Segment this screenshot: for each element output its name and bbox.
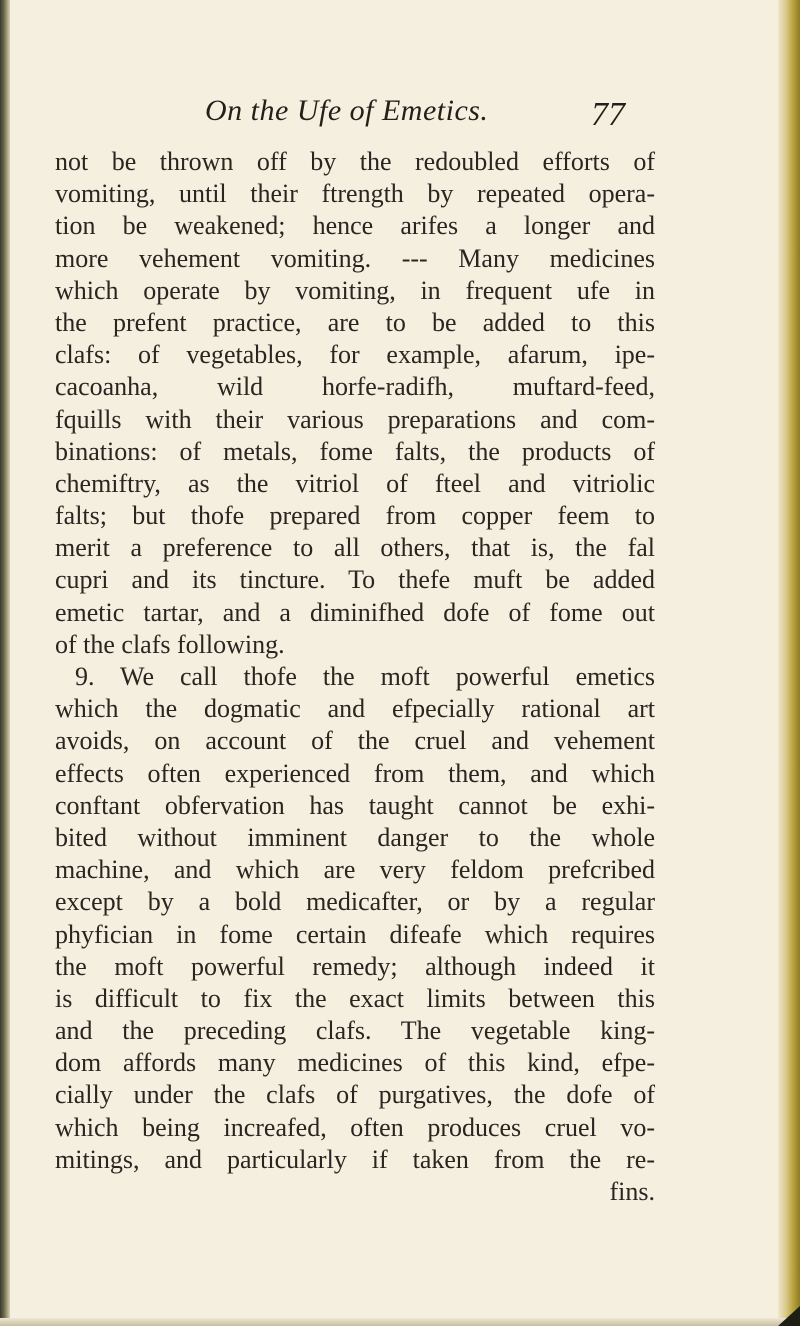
text-line: cially under the clafs of purgatives, the dofe of (55, 1080, 655, 1110)
text-line: dom affords many medicines of this kind, efpe- (55, 1048, 655, 1078)
page-header (205, 94, 625, 142)
text-line: bited without imminent danger to the whole (55, 822, 655, 852)
text-line: more vehement vomiting. --- Many medicines (55, 243, 655, 273)
text-line: which the dogmatic and efpecially rational art (55, 694, 655, 724)
text-line: effects often experienced from them, and which (55, 758, 655, 788)
text-line: tion be weakened; hence arifes a longer and (55, 211, 655, 241)
text-line: phyfician in fome certain difeafe which requires (55, 919, 655, 949)
text-line: vomiting, until their ftrength by repeated opera- (55, 179, 655, 209)
page-corner (778, 1306, 800, 1326)
text-line: and the preceding clafs. The vegetable king- (55, 1016, 655, 1046)
catchword: fins. (609, 1177, 655, 1206)
text-line: except by a bold medicafter, or by a regular (55, 887, 655, 917)
text-line: of the clafs following. (55, 629, 285, 659)
page-bottom-edge (0, 1318, 800, 1326)
page-gutter-shadow (0, 0, 10, 1326)
text-line: cacoanha, wild horfe-radifh, muftard-feed, (55, 372, 655, 402)
text-line: which operate by vomiting, in frequent ufe in (55, 275, 655, 305)
text-line: mitings, and particularly if taken from the re- (55, 1144, 655, 1174)
text-line: fquills with their various preparations and com- (55, 404, 655, 434)
text-line: the prefent practice, are to be added to this (55, 307, 655, 337)
page-number: 77 (591, 96, 625, 133)
page-fore-edge (778, 0, 800, 1326)
text-line: the moft powerful remedy; although indeed it (55, 951, 655, 981)
paragraph-first-line: 9. We call thofe the moft powerful emetics (75, 662, 655, 691)
text-line: emetic tartar, and a diminifhed dofe of fome out (55, 597, 655, 627)
text-line: cupri and its tincture. To thefe muft be added (55, 565, 655, 595)
text-line: chemiftry, as the vitriol of fteel and vitriolic (55, 468, 655, 498)
text-line: conftant obfervation has taught cannot be exhi- (55, 790, 655, 820)
text-line: which being increafed, often produces cruel vo- (55, 1112, 655, 1142)
text-line: avoids, on account of the cruel and vehement (55, 726, 655, 756)
text-line: binations: of metals, fome falts, the products of (55, 436, 655, 466)
text-line: merit a preference to all others, that is, the fal (55, 533, 655, 563)
text-line: is difficult to fix the exact limits between this (55, 983, 655, 1013)
body-text (55, 146, 655, 1208)
text-line: clafs: of vegetables, for example, afarum, ipe- (55, 340, 655, 370)
text-line: machine, and which are very feldom prefcribed (55, 855, 655, 885)
text-line: not be thrown off by the redoubled efforts of (55, 147, 655, 176)
running-head: On the Ufe of Emetics. (205, 94, 489, 127)
text-line: falts; but thofe prepared from copper feem to (55, 501, 655, 531)
